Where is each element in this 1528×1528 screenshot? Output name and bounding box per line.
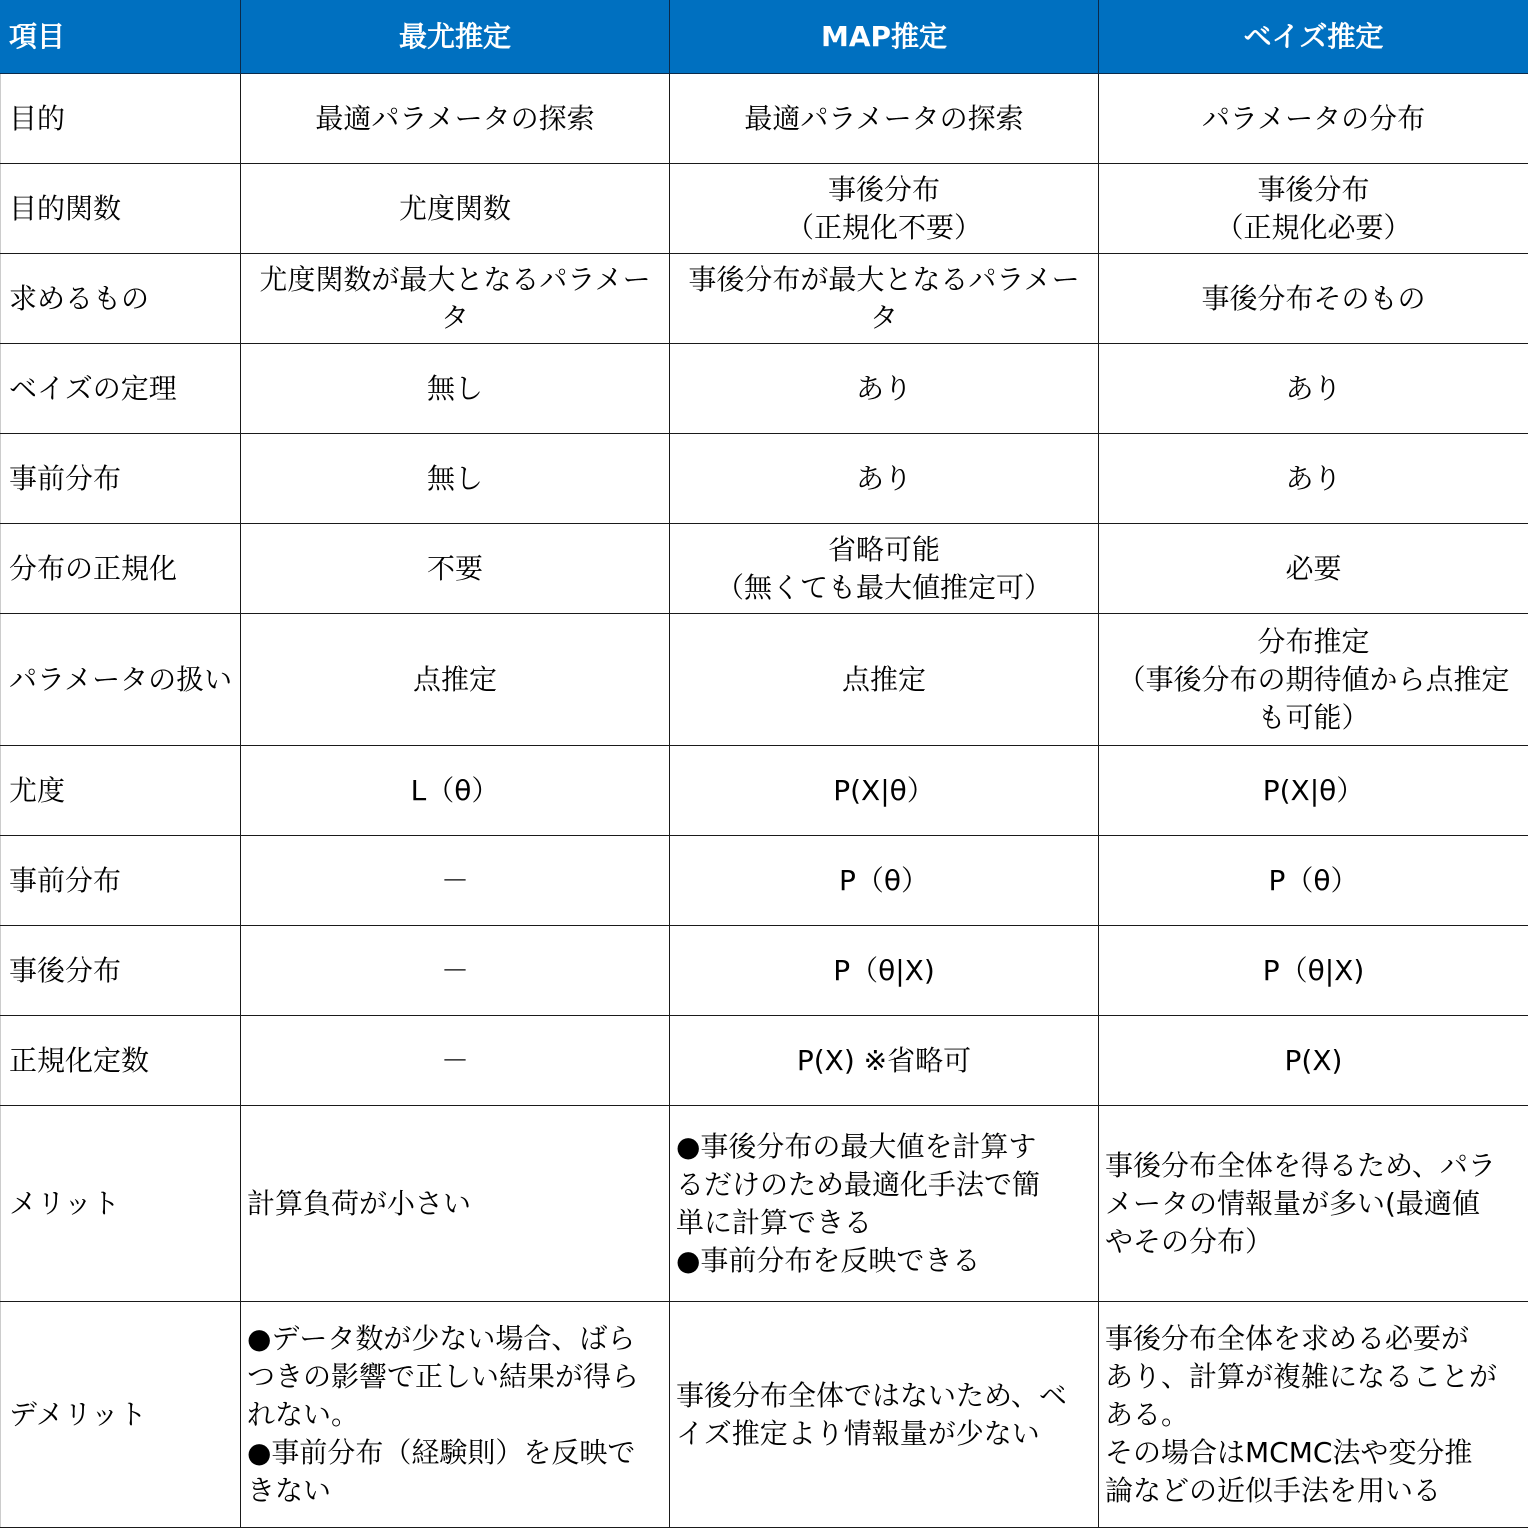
cell-line: 点推定 — [412, 662, 497, 696]
header-bayes: ベイズ推定 — [1099, 1, 1528, 74]
cell-map — [670, 254, 1099, 344]
cell-line: やその分布） — [1105, 1224, 1274, 1258]
cell-bayes — [1099, 74, 1528, 164]
cell-line: L（θ） — [410, 773, 500, 807]
cell-line: （正規化必要） — [1215, 210, 1412, 244]
cell-bayes — [1099, 1302, 1528, 1528]
cell-line: あり — [855, 461, 912, 495]
cell-map — [670, 926, 1099, 1016]
cell-map — [670, 164, 1099, 254]
cell-line: 事後分布 — [1257, 172, 1370, 206]
cell-mle — [241, 836, 670, 926]
row-label: 目的関数 — [1, 164, 241, 254]
cell-line: イズ推定より情報量が少ない — [676, 1416, 1040, 1450]
cell-map — [670, 746, 1099, 836]
cell-line: るだけのため最適化手法で簡 — [676, 1167, 1041, 1201]
row-label: 事前分布 — [1, 434, 241, 524]
cell-line: （正規化不要） — [785, 210, 982, 244]
cell-line: 不要 — [426, 551, 483, 585]
table-row — [1, 1106, 1528, 1302]
row-label: デメリット — [1, 1302, 241, 1528]
cell-line: 論などの近似手法を用いる — [1105, 1473, 1442, 1507]
header-row — [1, 1, 1528, 74]
cell-line: 尤度関数 — [398, 191, 511, 225]
cell-map — [670, 74, 1099, 164]
cell-map — [670, 344, 1099, 434]
cell-line: P（θ） — [1268, 863, 1359, 897]
cell-line: きない — [247, 1473, 332, 1507]
cell-line: ある。 — [1105, 1397, 1190, 1431]
cell-mle — [241, 926, 670, 1016]
cell-line: ●事前分布（経験則）を反映で — [247, 1435, 636, 1469]
table-header — [1, 1, 1528, 74]
cell-bayes — [1099, 434, 1528, 524]
cell-mle — [241, 524, 670, 614]
cell-line: パラメータの分布 — [1201, 101, 1426, 135]
row-label: パラメータの扱い — [1, 614, 241, 746]
cell-map — [670, 434, 1099, 524]
table-row — [1, 434, 1528, 524]
cell-mle — [241, 614, 670, 746]
cell-line: 分布推定 — [1257, 624, 1370, 658]
cell-line: ●事前分布を反映できる — [676, 1243, 981, 1277]
cell-line: ●事後分布の最大値を計算す — [676, 1129, 1037, 1163]
cell-mle — [241, 344, 670, 434]
cell-line: P（θ|X) — [833, 953, 935, 987]
cell-mle — [241, 164, 670, 254]
cell-line: 単に計算できる — [676, 1205, 873, 1239]
cell-line: － — [440, 1043, 469, 1077]
cell-line: つきの影響で正しい結果が得ら — [247, 1359, 640, 1393]
cell-bayes — [1099, 254, 1528, 344]
cell-map — [670, 1302, 1099, 1528]
table-row — [1, 524, 1528, 614]
cell-line: 無し — [426, 371, 483, 405]
cell-line: あり — [855, 371, 912, 405]
table-row — [1, 344, 1528, 434]
cell-mle — [241, 74, 670, 164]
cell-line: ●データ数が少ない場合、ばら — [247, 1321, 636, 1355]
cell-bayes — [1099, 1016, 1528, 1106]
header-item: 項目 — [1, 1, 241, 74]
cell-mle — [241, 1106, 670, 1302]
cell-line: 最適パラメータの探索 — [744, 101, 1024, 135]
row-label: 事前分布 — [1, 836, 241, 926]
cell-bayes — [1099, 1106, 1528, 1302]
cell-line: あり — [1285, 461, 1342, 495]
cell-mle — [241, 254, 670, 344]
table-row — [1, 1016, 1528, 1106]
cell-line: P(X|θ） — [1262, 773, 1365, 807]
cell-line: P(X) — [1284, 1043, 1343, 1077]
cell-map — [670, 614, 1099, 746]
table-body — [1, 74, 1528, 1528]
cell-line: P（θ） — [838, 863, 930, 897]
cell-mle — [241, 1302, 670, 1528]
cell-line: あり — [1285, 371, 1342, 405]
cell-line: 最適パラメータの探索 — [315, 101, 595, 135]
cell-line: （無くても最大値推定可） — [715, 570, 1052, 604]
table-row — [1, 926, 1528, 1016]
cell-line: 事後分布全体を求める必要が — [1105, 1321, 1470, 1355]
row-label: 目的 — [1, 74, 241, 164]
cell-line: 事後分布が最大となるパラメー — [688, 262, 1080, 296]
cell-line: 無し — [426, 461, 483, 495]
cell-line: あり、計算が複雑になることが — [1105, 1359, 1498, 1393]
cell-mle — [241, 434, 670, 524]
table-row — [1, 164, 1528, 254]
cell-line: 事後分布全体ではないため、ベ — [676, 1378, 1067, 1412]
row-label: 尤度 — [1, 746, 241, 836]
cell-line: － — [440, 953, 469, 987]
cell-bayes — [1099, 614, 1528, 746]
row-label: 分布の正規化 — [1, 524, 241, 614]
table-row — [1, 836, 1528, 926]
cell-line: タ — [869, 300, 898, 334]
cell-line: メータの情報量が多い(最適値 — [1105, 1186, 1480, 1220]
table-row — [1, 614, 1528, 746]
cell-map — [670, 1106, 1099, 1302]
cell-line: 計算負荷が小さい — [247, 1186, 472, 1220]
cell-bayes — [1099, 164, 1528, 254]
row-label: 事後分布 — [1, 926, 241, 1016]
cell-bayes — [1099, 746, 1528, 836]
cell-bayes — [1099, 926, 1528, 1016]
cell-line: （事後分布の期待値から点推定 — [1117, 662, 1510, 696]
cell-line: 事後分布全体を得るため、パラ — [1105, 1148, 1496, 1182]
row-label: ベイズの定理 — [1, 344, 241, 434]
cell-line: タ — [440, 300, 469, 334]
cell-bayes — [1099, 344, 1528, 434]
cell-line: － — [440, 863, 469, 897]
cell-line: P（θ|X) — [1262, 953, 1365, 987]
cell-bayes — [1099, 836, 1528, 926]
row-label: 求めるもの — [1, 254, 241, 344]
cell-line: 尤度関数が最大となるパラメー — [259, 262, 651, 296]
cell-line: その場合はMCMC法や変分推 — [1105, 1435, 1473, 1469]
cell-mle — [241, 746, 670, 836]
table-row — [1, 746, 1528, 836]
header-map: MAP推定 — [670, 1, 1099, 74]
header-mle: 最尤推定 — [241, 1, 670, 74]
cell-bayes — [1099, 524, 1528, 614]
cell-line: P(X) ※省略可 — [796, 1043, 972, 1077]
row-label: 正規化定数 — [1, 1016, 241, 1106]
cell-line: れない。 — [247, 1397, 360, 1431]
cell-map — [670, 836, 1099, 926]
cell-line: も可能） — [1257, 700, 1370, 734]
cell-line: 事後分布 — [827, 172, 940, 206]
table-row — [1, 1302, 1528, 1528]
cell-map — [670, 524, 1099, 614]
cell-line: 必要 — [1285, 551, 1342, 585]
cell-mle — [241, 1016, 670, 1106]
table-row — [1, 74, 1528, 164]
cell-line: 点推定 — [841, 662, 926, 696]
table-row — [1, 254, 1528, 344]
row-label: メリット — [1, 1106, 241, 1302]
cell-line: 省略可能 — [827, 532, 940, 566]
cell-map — [670, 1016, 1099, 1106]
cell-line: P(X|θ） — [833, 773, 935, 807]
cell-line: 事後分布そのもの — [1201, 281, 1426, 315]
